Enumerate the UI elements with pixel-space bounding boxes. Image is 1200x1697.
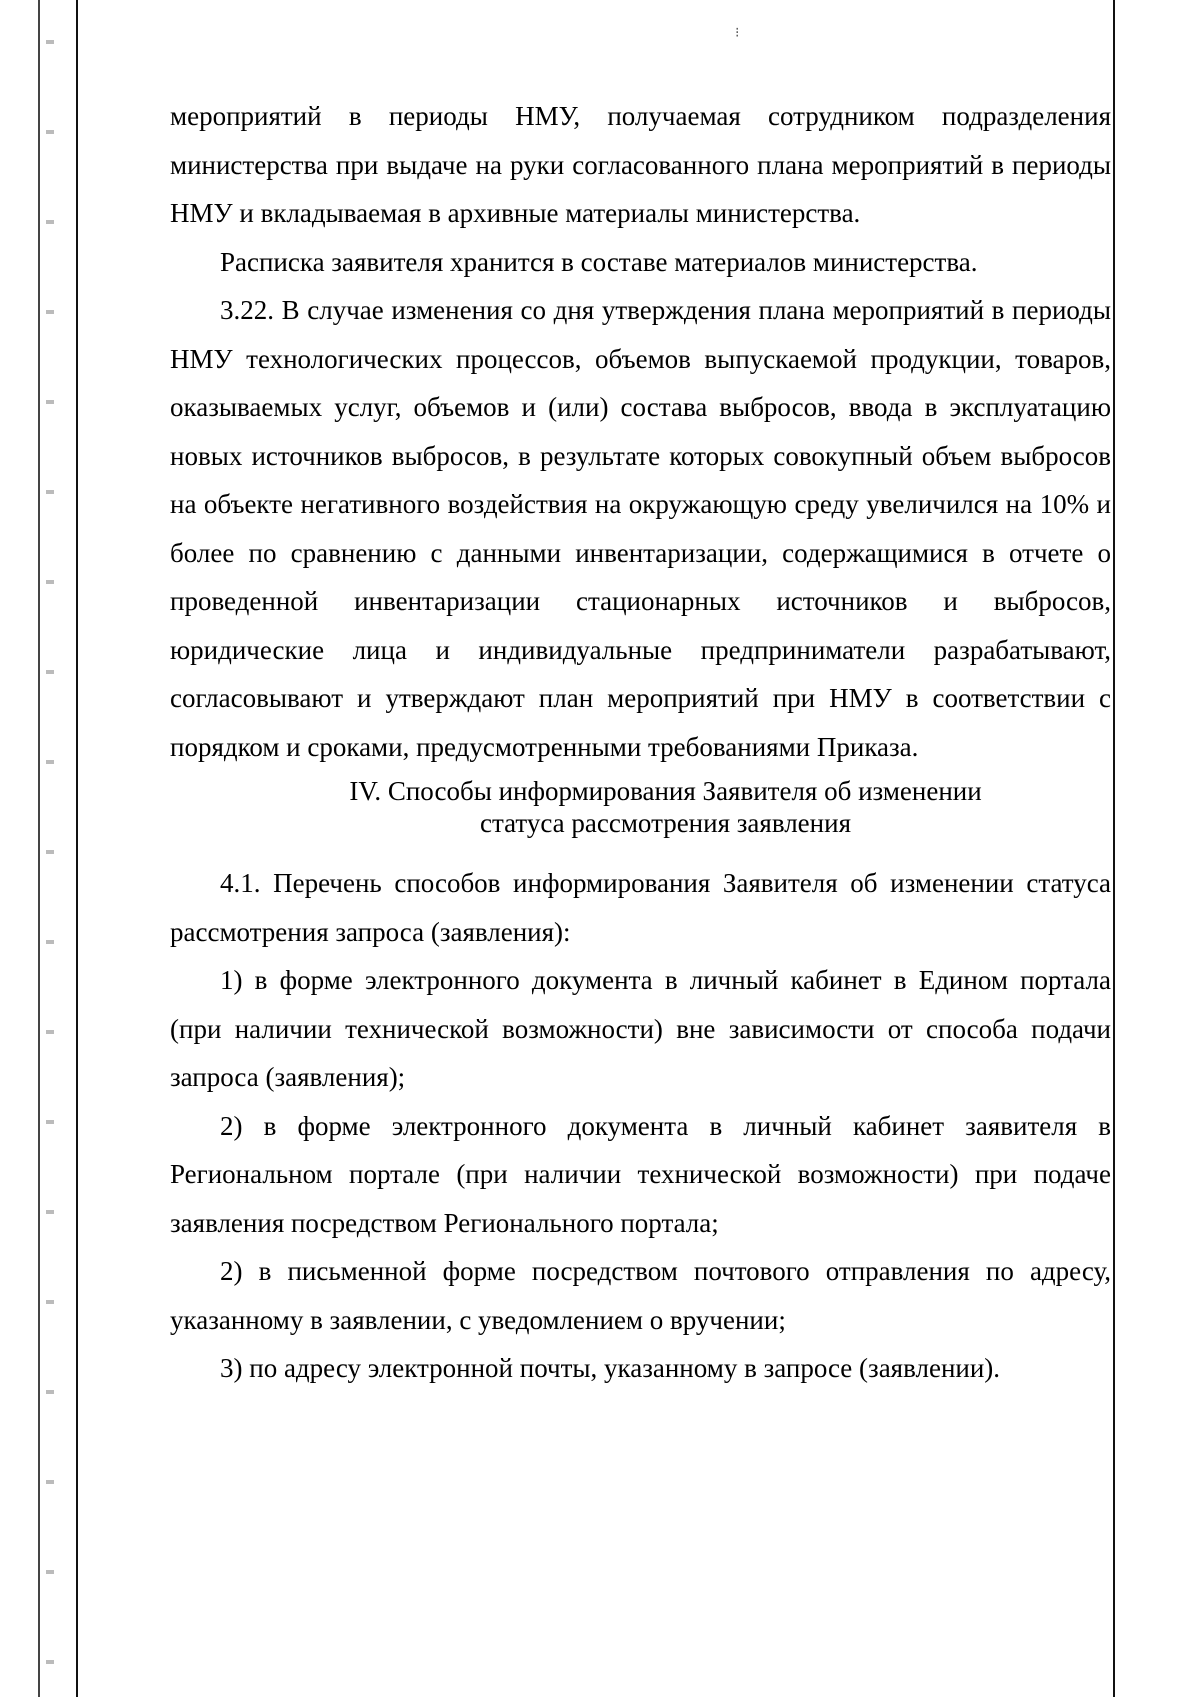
scan-artifact-marks [46, 0, 54, 1697]
paragraph-receipt: Расписка заявителя хранится в составе материалов министерства. [220, 246, 978, 277]
list-item-1: 1) в форме электронного документа в личный кабинет в Едином портала (при наличии технической возможности) вне зависимости от способа подачи запроса (заявления); [170, 965, 1111, 1092]
scan-border-right [1113, 0, 1115, 1697]
section-heading-line1: IV. Способы информирования Заявителя об изменении [349, 776, 982, 806]
section-heading-line2: статуса рассмотрения заявления [480, 808, 851, 838]
document-body [170, 92, 1111, 1393]
scan-border-left-inner [76, 0, 78, 1697]
section-heading [170, 771, 1111, 859]
paragraph-3-22: 3.22. В случае изменения со дня утверждения плана мероприятий в периоды НМУ технологических процессов, объемов выпускаемой продукции, товаров, оказываемых услуг, объемов и (или) состава выбросов, ввода в эксплуатацию новых источников выбросов, в результате которых совокупный объем выбросов на объекте негативного воздействия на окружающую среду увеличился на 10% и более по сравнению с данными инвентаризации, содержащимися в отчете о проведенной инвентаризации стационарных источников и выбросов, юридические лица и индивидуальные предприниматели разрабатывают, согласовывают и утверждают план мероприятий при НМУ в соответствии с порядком и сроками, предусмотренными требованиями Приказа. [170, 295, 1111, 762]
scan-border-left-outer [38, 0, 40, 1697]
list-item-2a: 2) в форме электронного документа в личный кабинет заявителя в Региональном портале (при наличии технической возможности) при подаче заявления посредством Регионального портала; [170, 1110, 1111, 1238]
list-item-2b: 2) в письменной форме посредством почтового отправления по адресу, указанному в заявлении, с уведомлением о вручении; [170, 1256, 1111, 1335]
page-top-mark: ⁝ [735, 26, 740, 41]
paragraph-4-1: 4.1. Перечень способов информирования Заявителя об изменении статуса рассмотрения запроса (заявления): [170, 868, 1111, 947]
list-item-3: 3) по адресу электронной почты, указанному в запросе (заявлении). [220, 1353, 1001, 1383]
paragraph-continuation: мероприятий в периоды НМУ, получаемая сотрудником подразделения министерства при выдаче на руки согласованного плана мероприятий в периоды НМУ и вкладываемая в архивные материалы министерства. [170, 101, 1111, 228]
